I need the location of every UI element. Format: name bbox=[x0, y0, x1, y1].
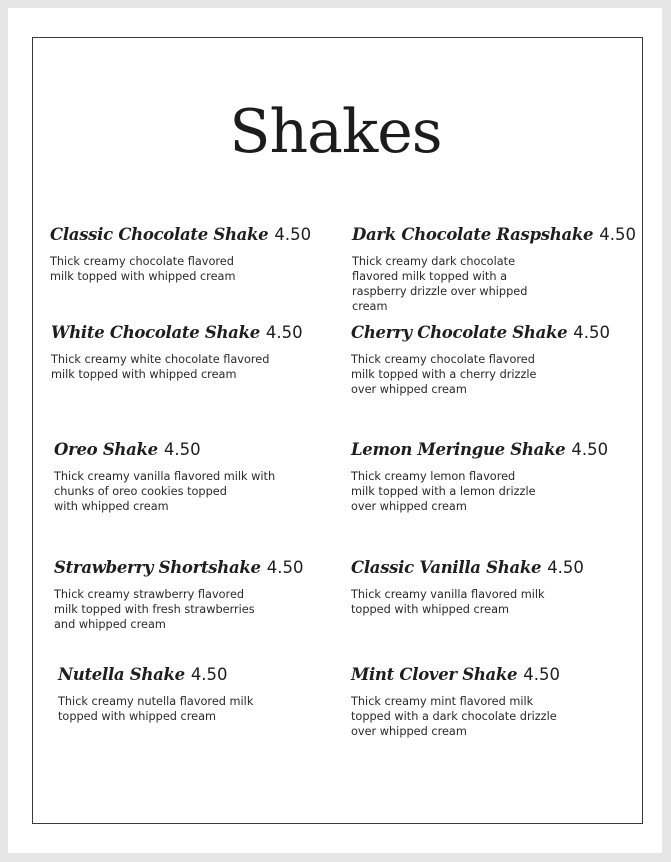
item-description: Thick creamy white chocolate flavored milk topped with whipped cream bbox=[51, 353, 270, 381]
item-price: 4.50 bbox=[547, 558, 584, 577]
menu-item-classic-chocolate-shake bbox=[50, 224, 310, 284]
item-description: Thick creamy vanilla flavored milk topped with whipped cream bbox=[351, 588, 545, 616]
item-description: Thick creamy chocolate flavored milk topped with whipped cream bbox=[50, 255, 236, 283]
item-description: Thick creamy vanilla flavored milk with chunks of oreo cookies topped with whipped cream bbox=[54, 470, 276, 513]
menu-item-dark-chocolate-raspshake bbox=[352, 224, 636, 314]
item-price: 4.50 bbox=[573, 323, 611, 342]
item-name: Oreo Shake bbox=[54, 440, 158, 459]
item-price: 4.50 bbox=[265, 323, 303, 342]
menu-item-cherry-chocolate-shake bbox=[351, 322, 611, 397]
menu-item-oreo-shake bbox=[54, 439, 314, 514]
item-description: Thick creamy lemon flavored milk topped with a lemon drizzle over whipped cream bbox=[351, 470, 536, 513]
item-price: 4.50 bbox=[190, 665, 228, 684]
menu-item-strawberry-shortshake bbox=[54, 557, 314, 632]
menu-item-classic-vanilla-shake bbox=[351, 557, 611, 617]
item-name: Dark Chocolate Raspshake bbox=[352, 225, 594, 244]
menu-item-nutella-shake bbox=[58, 664, 318, 724]
item-name: White Chocolate Shake bbox=[51, 323, 260, 342]
item-price: 4.50 bbox=[571, 440, 609, 459]
item-description: Thick creamy chocolate flavored milk topped with a cherry drizzle over whipped cream bbox=[351, 353, 537, 396]
item-name: Lemon Meringue Shake bbox=[351, 440, 566, 459]
menu-item-lemon-meringue-shake bbox=[351, 439, 611, 514]
item-price: 4.50 bbox=[274, 225, 312, 244]
menu-title: Shakes bbox=[229, 97, 442, 167]
item-description: Thick creamy mint flavored milk topped with a dark chocolate drizzle over whipped cream bbox=[351, 695, 557, 738]
menu-item-mint-clover-shake bbox=[351, 664, 611, 739]
item-price: 4.50 bbox=[266, 558, 304, 577]
item-description: Thick creamy dark chocolate flavored milk topped with a raspberry drizzle over whipped cream bbox=[352, 255, 528, 313]
item-description: Thick creamy strawberry flavored milk topped with fresh strawberries and whipped cream bbox=[54, 588, 255, 631]
item-price: 4.50 bbox=[599, 225, 636, 244]
menu-item-white-chocolate-shake bbox=[51, 322, 311, 382]
item-price: 4.50 bbox=[163, 440, 201, 459]
item-name: Nutella Shake bbox=[58, 665, 185, 684]
item-name: Strawberry Shortshake bbox=[54, 558, 261, 577]
item-price: 4.50 bbox=[523, 665, 561, 684]
item-name: Cherry Chocolate Shake bbox=[351, 323, 568, 342]
item-name: Classic Chocolate Shake bbox=[50, 225, 269, 244]
item-name: Mint Clover Shake bbox=[351, 665, 518, 684]
item-description: Thick creamy nutella flavored milk topped with whipped cream bbox=[58, 695, 254, 723]
item-name: Classic Vanilla Shake bbox=[351, 558, 542, 577]
